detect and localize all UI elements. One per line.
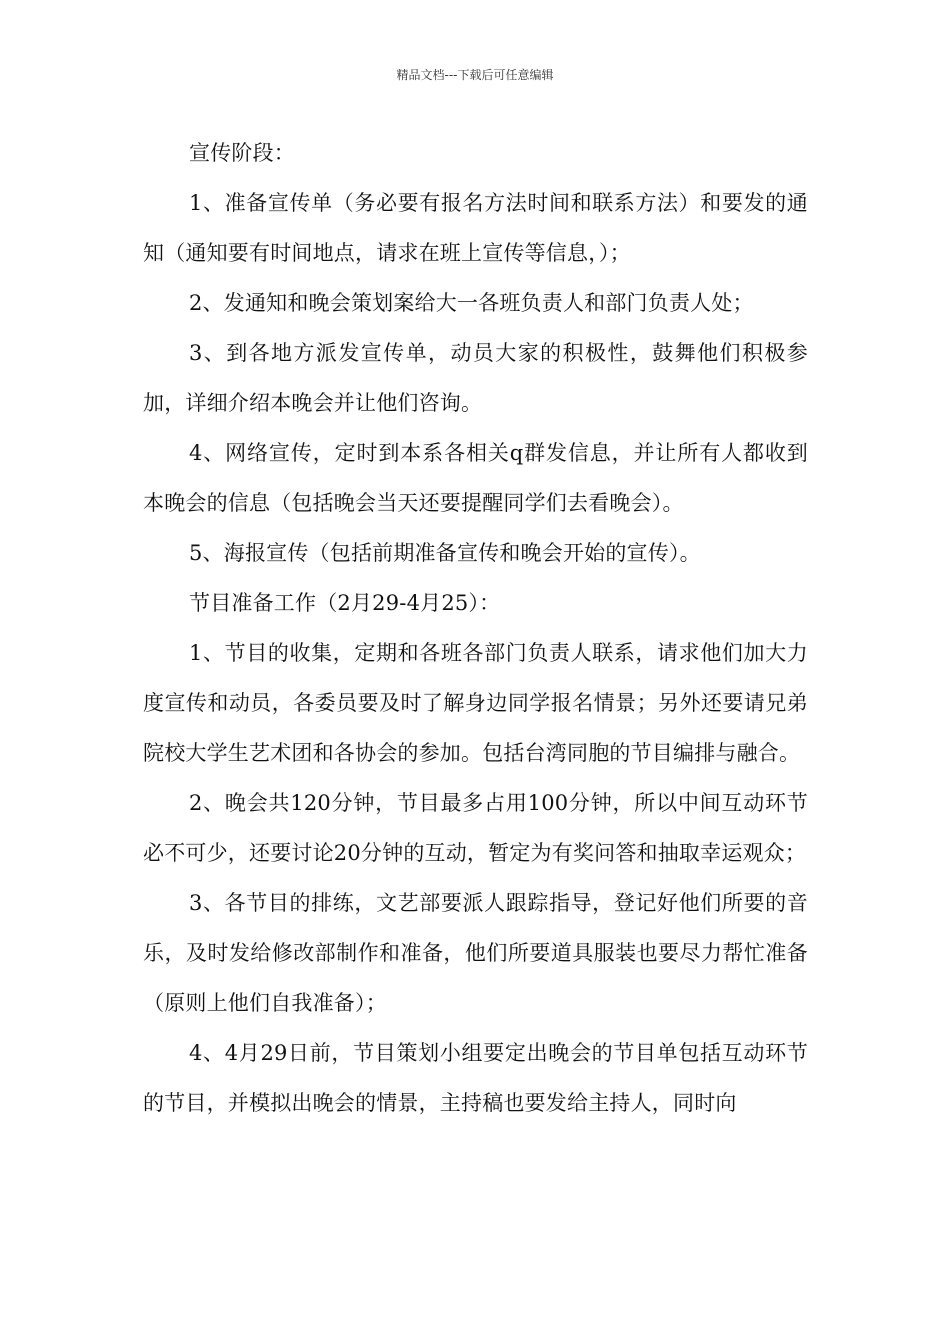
- paragraph: 4、网络宣传，定时到本系各相关q群发信息，并让所有人都收到本晚会的信息（包括晚会当天还要提醒同学们去看晚会）。: [143, 441, 808, 515]
- paragraph: 2、发通知和晚会策划案给大一各班负责人和部门负责人处；: [189, 291, 754, 315]
- document-body: [143, 128, 808, 1128]
- paragraph: 2、晚会共120分钟，节目最多占用100分钟，所以中间互动环节必不可少，还要讨论20分钟的互动，暂定为有奖问答和抽取幸运观众；: [143, 791, 808, 865]
- paragraph: 1、准备宣传单（务必要有报名方法时间和联系方法）和要发的通知（通知要有时间地点，请求在班上宣传等信息，）；: [143, 191, 808, 265]
- section-heading-publicity: 宣传阶段：: [189, 141, 295, 165]
- paragraph: 3、各节目的排练，文艺部要派人跟踪指导，登记好他们所要的音乐，及时发给修改部制作和准备，他们所要道具服装也要尽力帮忙准备（原则上他们自我准备）；: [143, 891, 808, 1015]
- paragraph: 4、4月29日前，节目策划小组要定出晚会的节目单包括互动环节的节目，并模拟出晚会的情景，主持稿也要发给主持人，同时向: [143, 1041, 808, 1115]
- paragraph: 3、到各地方派发宣传单，动员大家的积极性，鼓舞他们积极参加，详细介绍本晚会并让他们咨询。: [143, 341, 808, 415]
- paragraph: 1、节目的收集，定期和各班各部门负责人联系，请求他们加大力度宣传和动员，各委员要及时了解身边同学报名情景；另外还要请兄弟院校大学生艺术团和各协会的参加。包括台湾同胞的节目编排与融合。: [143, 641, 808, 765]
- page-header: 精品文档---下载后可任意编辑: [396, 68, 554, 82]
- section-heading-program-prep: 节目准备工作（2月29-4月25）：: [189, 591, 501, 615]
- paragraph: 5、海报宣传（包括前期准备宣传和晚会开始的宣传）。: [189, 541, 701, 565]
